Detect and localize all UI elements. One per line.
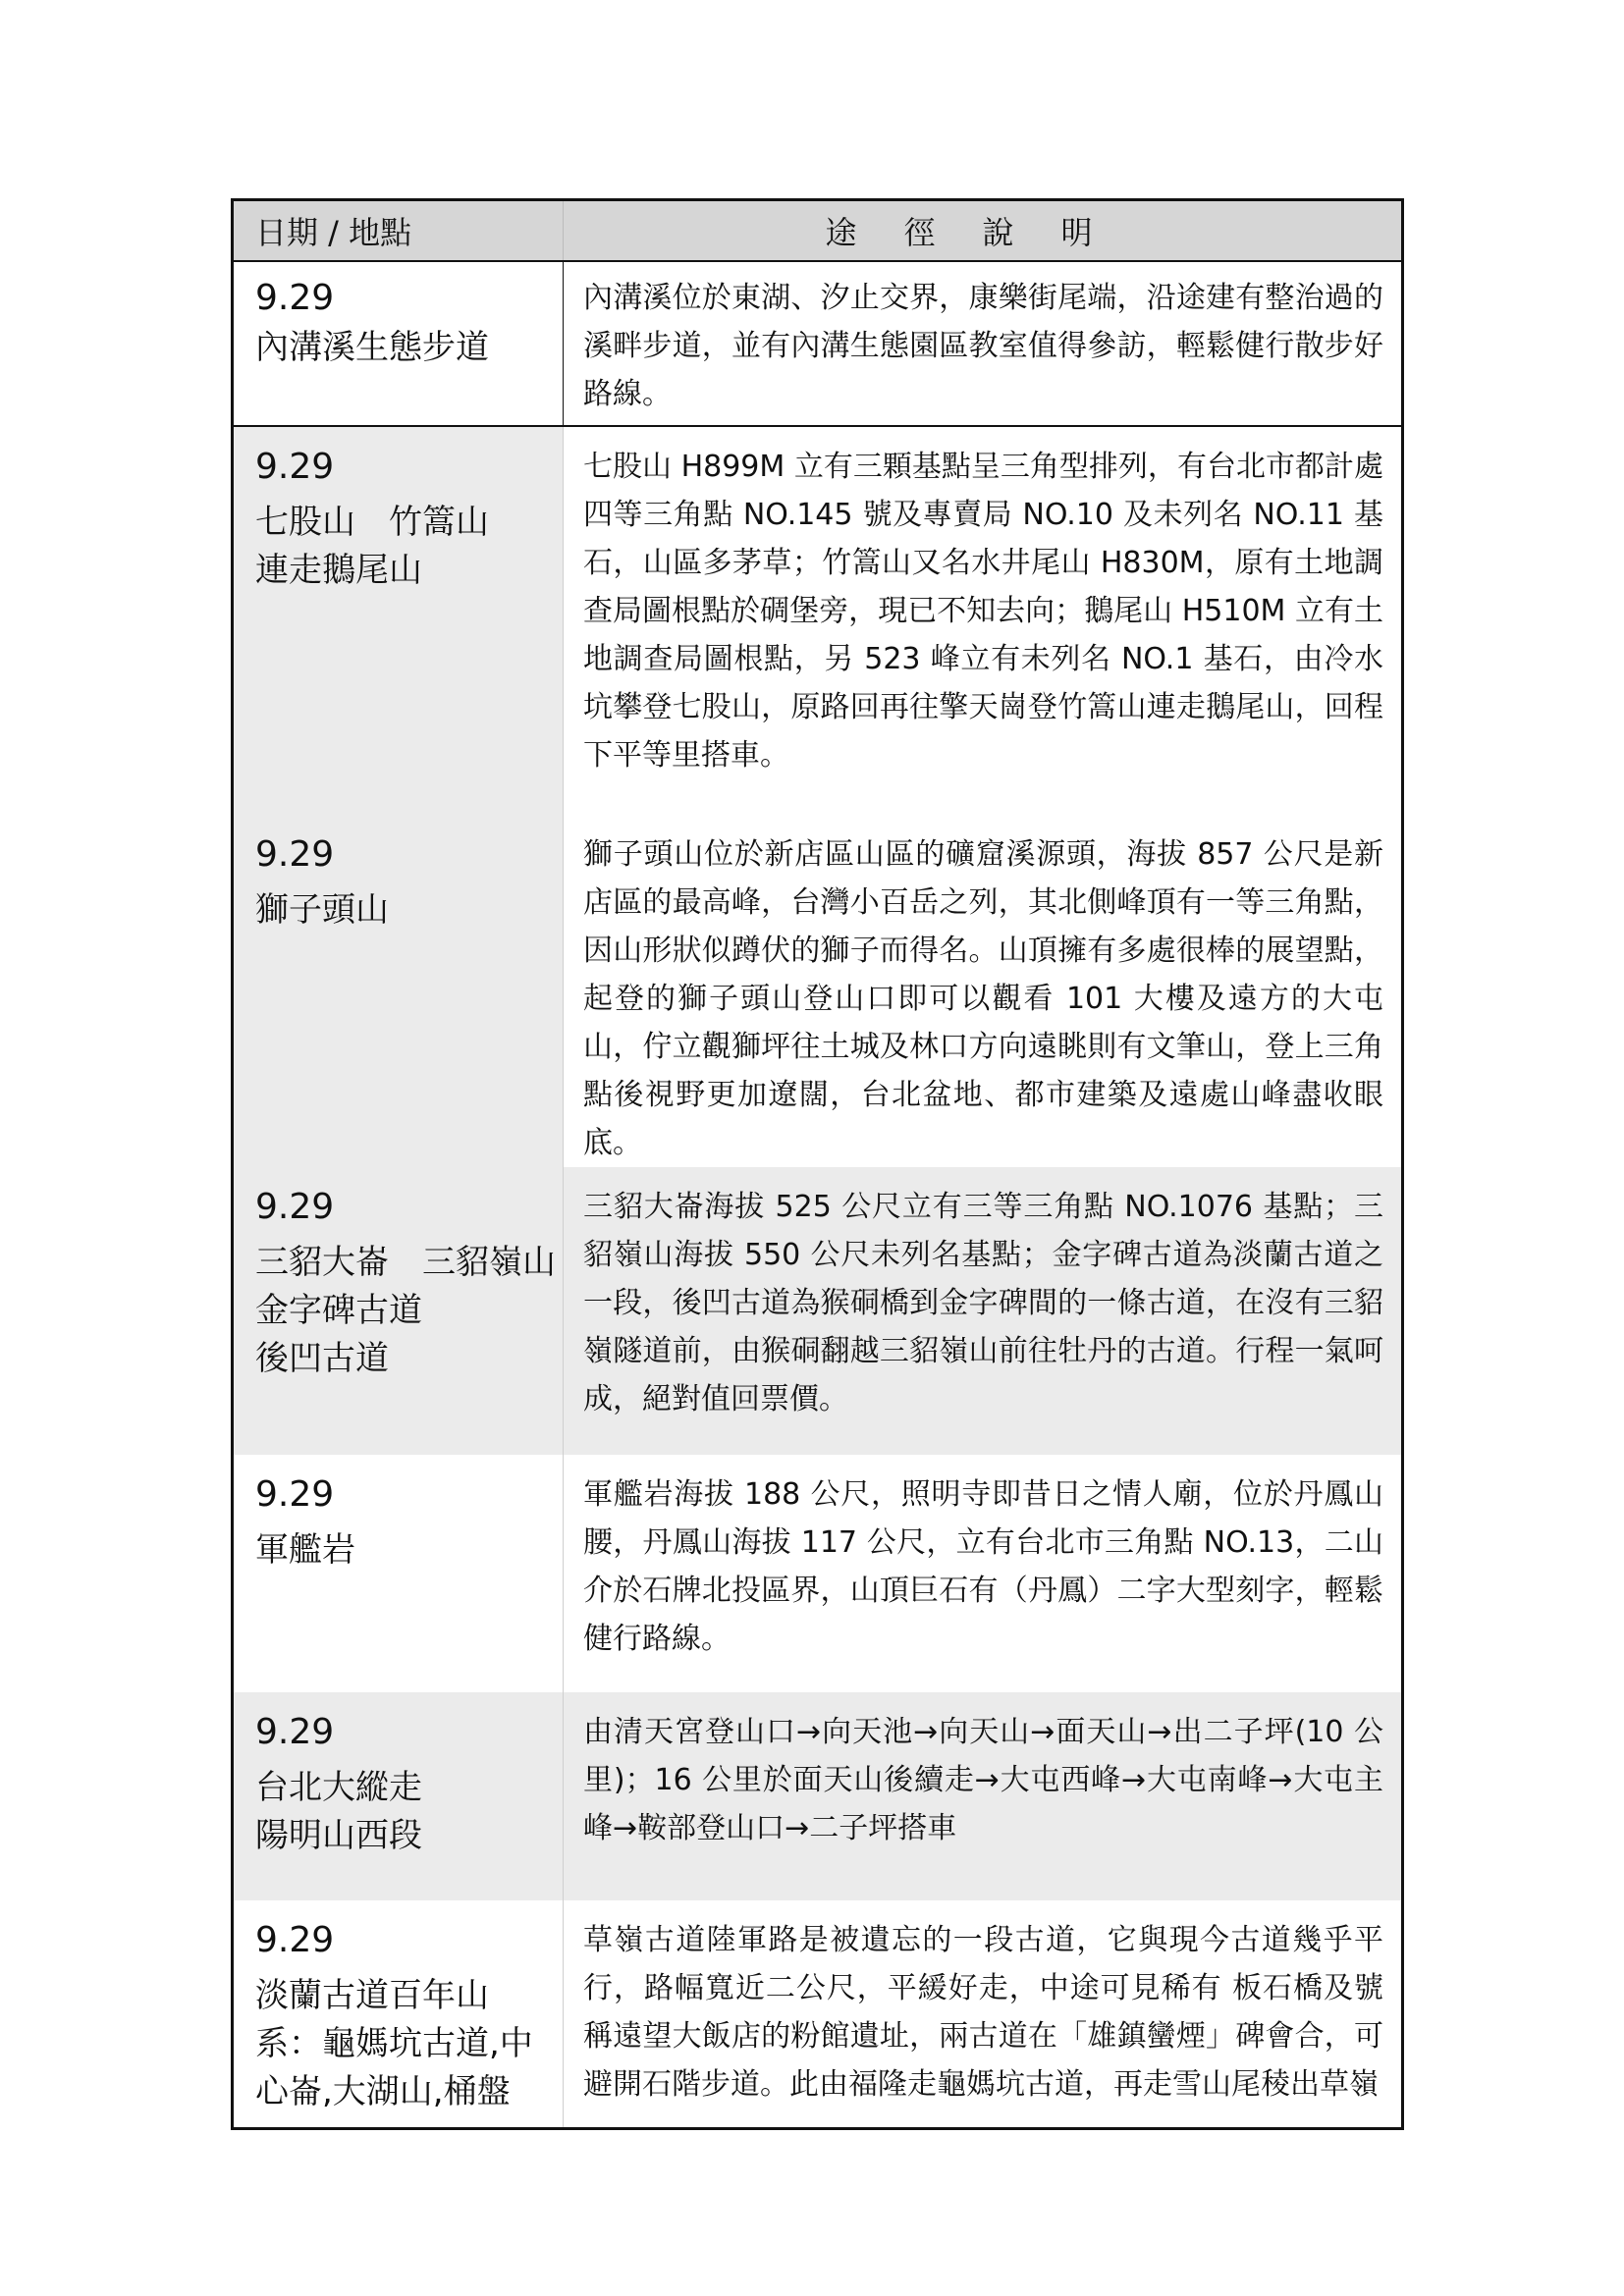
header-description: 途徑說明 — [564, 200, 1403, 262]
row-date-place — [233, 815, 564, 1167]
row-place: 台北大縱走 — [255, 1768, 422, 1807]
row-date-place — [233, 1167, 564, 1455]
row-description: 由清天宮登山口→向天池→向天山→面天山→出二子坪(10 公里)；16 公里於面天山後續走→大屯西峰→大屯南峰→大屯主峰→鞍部登山口→二子坪搭車 — [564, 1692, 1403, 1900]
row-date-place — [233, 426, 564, 815]
row-description: 軍艦岩海拔 188 公尺，照明寺即昔日之情人廟，位於丹鳳山腰，丹鳳山海拔 117 公尺，立有台北市三角點 NO.13，二山介於石牌北投區界，山頂巨石有（丹鳳）二字大型刻字，輕鬆健行路線。 — [564, 1455, 1403, 1692]
table-row — [233, 1455, 1403, 1692]
row-place: 金字碑古道 — [255, 1291, 422, 1330]
row-place: 軍艦岩 — [255, 1530, 355, 1570]
itinerary-table — [231, 198, 1404, 2130]
row-description: 三貂大崙海拔 525 公尺立有三等三角點 NO.1076 基點；三貂嶺山海拔 550 公尺未列名基點；金字碑古道為淡蘭古道之一段，後凹古道為猴硐橋到金字碑間的一條古道，在沒有三貂嶺隧道前，由猴硐翻越三貂嶺山前往牡丹的古道。行程一氣呵成，絕對值回票價。 — [564, 1167, 1403, 1455]
row-place: 連走鵝尾山 — [255, 551, 422, 590]
row-date-place — [233, 1455, 564, 1692]
row-place: 系：龜媽坑古道,中 — [255, 2024, 533, 2063]
row-date: 9.29 — [255, 1187, 335, 1227]
row-description: 七股山 H899M 立有三顆基點呈三角型排列，有台北市都計處四等三角點 NO.145 號及專賣局 NO.10 及未列名 NO.11 基石，山區多茅草；竹篙山又名水井尾山 H830M，原有土地調查局圖根點於碉堡旁，現已不知去向；鵝尾山 H510M 立有土地調查局圖根點，另 523 峰立有未列名 NO.1 基石，由冷水坑攀登七股山，原路回再往擎天崗登竹篙山連走鵝尾山，回程下平等里搭車。 — [564, 426, 1403, 815]
row-place: 三貂大崙 三貂嶺山 — [255, 1243, 556, 1282]
table-row — [233, 1900, 1403, 2128]
row-description: 獅子頭山位於新店區山區的礦窟溪源頭，海拔 857 公尺是新店區的最高峰，台灣小百岳之列，其北側峰頂有一等三角點，因山形狀似蹲伏的獅子而得名。山頂擁有多處很棒的展望點，起登的獅子頭山登山口即可以觀看 101 大樓及遠方的大屯山，佇立觀獅坪往土城及林口方向遠眺則有文筆山，登上三角點後視野更加遼闊，台北盆地、都市建築及遠處山峰盡收眼底。 — [564, 815, 1403, 1167]
row-date: 9.29 — [255, 1712, 335, 1752]
row-place: 心崙,大湖山,桶盤 — [255, 2072, 511, 2111]
table-row — [233, 426, 1403, 815]
row-date-place — [233, 1900, 564, 2128]
row-date: 9.29 — [255, 1920, 335, 1960]
row-date-place — [233, 261, 564, 426]
table-header-row — [233, 200, 1403, 262]
row-description: 草嶺古道陸軍路是被遺忘的一段古道，它與現今古道幾乎平行，路幅寬近二公尺，平緩好走，中途可見稀有 板石橋及號稱遠望大飯店的粉館遺址，兩古道在「雄鎮蠻煙」碑會合，可避開石階步道。此由福隆走龜媽坑古道，再走雪山尾稜出草嶺 — [564, 1900, 1403, 2128]
row-place: 七股山 竹篙山 — [255, 503, 489, 542]
row-place: 內溝溪生態步道 — [255, 328, 489, 367]
table-row — [233, 261, 1403, 426]
row-place: 淡蘭古道百年山 — [255, 1976, 489, 2015]
row-date: 9.29 — [255, 1474, 335, 1515]
row-date-place — [233, 1692, 564, 1900]
row-date: 9.29 — [255, 278, 335, 318]
row-place: 後凹古道 — [255, 1339, 389, 1378]
row-date: 9.29 — [255, 447, 335, 487]
row-date: 9.29 — [255, 834, 335, 875]
header-date-place: 日期 / 地點 — [233, 200, 564, 262]
row-description: 內溝溪位於東湖、汐止交界，康樂街尾端，沿途建有整治過的溪畔步道，並有內溝生態園區教室值得參訪，輕鬆健行散步好路線。 — [564, 261, 1403, 426]
table-row — [233, 1692, 1403, 1900]
row-place: 獅子頭山 — [255, 890, 389, 930]
row-place: 陽明山西段 — [255, 1816, 422, 1855]
table-row — [233, 1167, 1403, 1455]
table-row — [233, 815, 1403, 1167]
